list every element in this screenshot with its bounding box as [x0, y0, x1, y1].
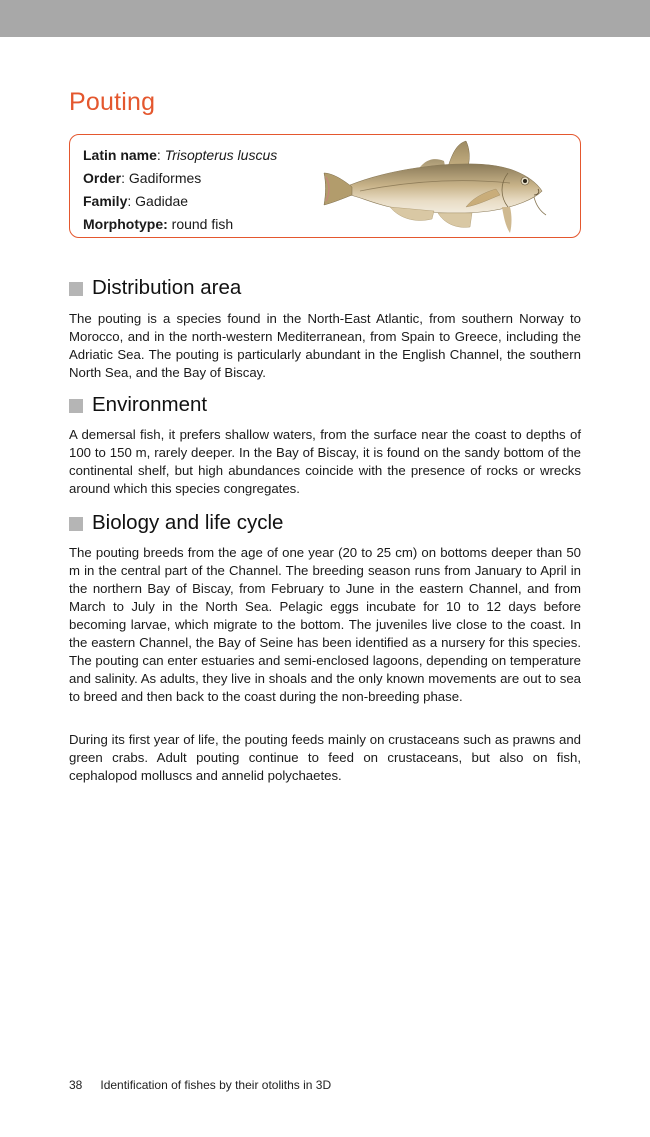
page-title: Pouting	[69, 88, 156, 116]
book-title: Identification of fishes by their otoliths in 3D	[100, 1078, 332, 1092]
order-label: Order	[83, 170, 122, 186]
morphotype-label: Morphotype:	[83, 216, 168, 232]
species-info-list	[83, 144, 277, 236]
morphotype-value: round fish	[171, 216, 234, 232]
family-label: Family	[83, 193, 128, 209]
environment-paragraph: A demersal fish, it prefers shallow waters, from the surface near the coast to depths of 100 to 150 m, rarely deeper. In the Bay of Biscay, it is found on the sandy bottom of the continental shelf, but high abundances coincide with the presence of rocks or wrecks around which this species congregates.	[69, 427, 581, 496]
page-number: 38	[69, 1078, 83, 1092]
species-info-box	[69, 134, 581, 238]
biology-paragraph-2: During its first year of life, the pouting feeds mainly on crustaceans such as prawns and green crabs. Adult pouting continue to feed on crustaceans, but also on fish, cephalopod molluscs and annelid polychaetes.	[69, 732, 581, 783]
section-title: Distribution area	[92, 276, 242, 299]
family-row	[83, 190, 277, 213]
colon: :	[127, 193, 132, 209]
pouting-fish-illustration	[320, 137, 560, 235]
latin-name-row	[83, 144, 277, 167]
morphotype-row	[83, 213, 277, 236]
top-bar	[0, 0, 650, 37]
biology-paragraph-1: The pouting breeds from the age of one year (20 to 25 cm) on bottoms deeper than 50 m in the central part of the Channel. The breeding season runs from January to April in the northern Bay of Biscay, from February to June in the eastern Channel, and from March to July in the North Sea. Pelagic eggs incubate for 10 to 12 days before becoming larvae, which migrate to the bottom. The juveniles live close to the coast. In the eastern Channel, the Bay of Seine has been identified as a nursery for this species. The pouting can enter estuaries and semi-enclosed lagoons, depending on temperature and salinity. As adults, they live in shoals and the only known movements are out to sea to breed and then back to the coast during the non-breeding phase.	[69, 545, 581, 704]
latin-name-label: Latin name	[83, 147, 157, 163]
colon: :	[156, 147, 161, 163]
section-marker-square	[69, 517, 83, 531]
section-title: Biology and life cycle	[92, 511, 284, 534]
section-marker-square	[69, 282, 83, 296]
order-value: Gadiformes	[128, 170, 202, 186]
page-footer	[69, 1078, 331, 1092]
section-marker-square	[69, 399, 83, 413]
section-title: Environment	[92, 393, 208, 416]
section-heading-environment	[69, 393, 207, 417]
family-value: Gadidae	[135, 193, 189, 209]
latin-name-value: Trisopterus luscus	[164, 147, 278, 163]
distribution-paragraph: The pouting is a species found in the North-East Atlantic, from southern Norway to Morocco, and in the north-western Mediterranean, from Spain to Greece, including the Adriatic Sea. The pouting is particularly abundant in the English Channel, the southern North Sea, and the Bay of Biscay.	[69, 311, 581, 380]
section-heading-biology	[69, 511, 283, 535]
order-row	[83, 167, 277, 190]
colon: :	[121, 170, 126, 186]
section-heading-distribution	[69, 276, 241, 300]
